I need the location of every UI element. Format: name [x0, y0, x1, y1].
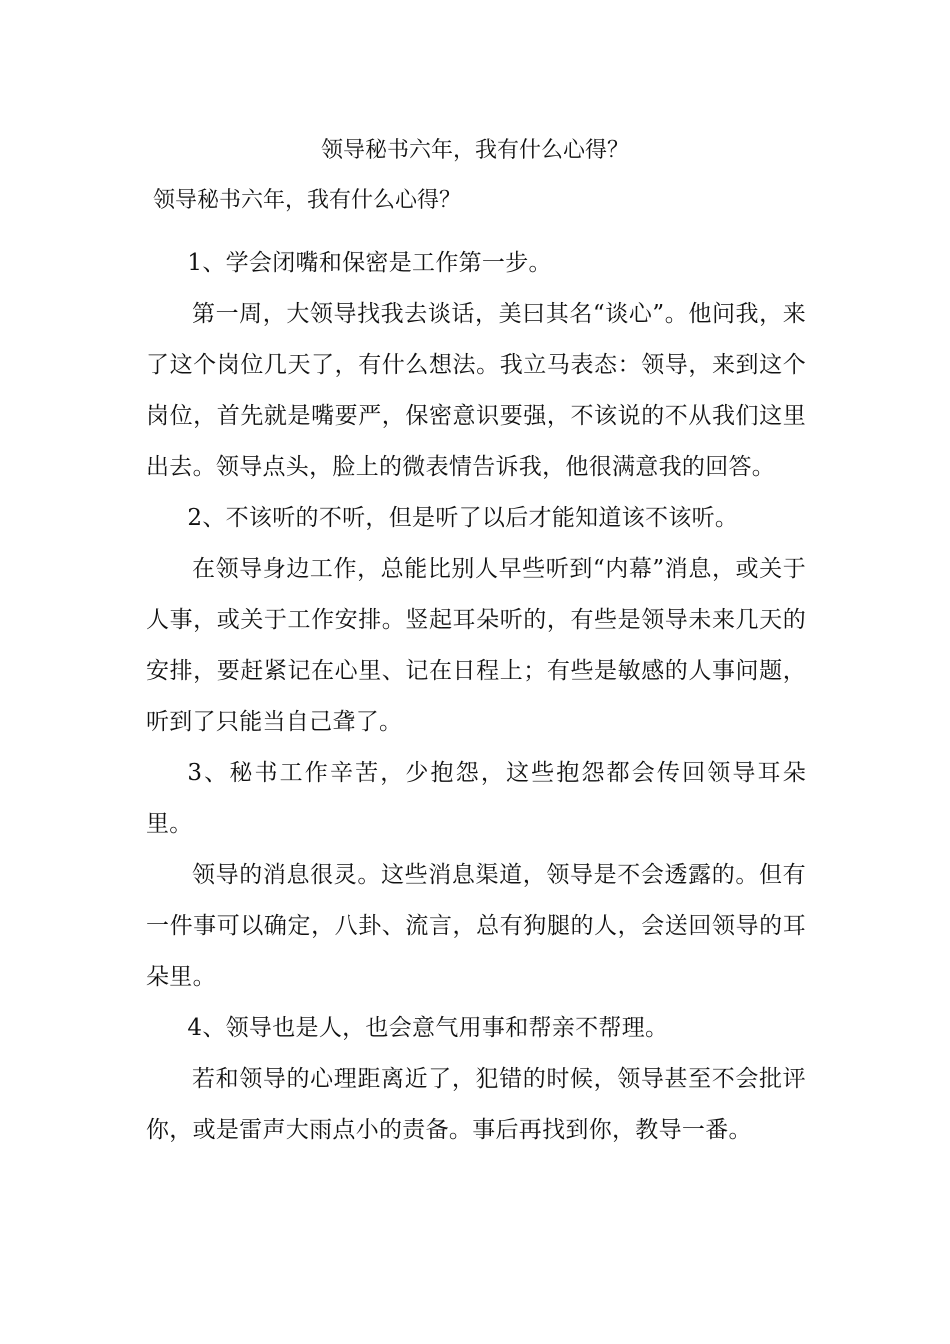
section-heading-1: 1、学会闭嘴和保密是工作第一步。: [187, 250, 552, 276]
document-body: [146, 238, 806, 1156]
section-paragraph-3: 领导的消息很灵。这些消息渠道，领导是不会透露的。但有一件事可以确定，八卦、流言，总有狗腿的人，会送回领导的耳朵里。: [146, 862, 806, 990]
section-heading-2: 2、不该听的不听，但是听了以后才能知道该不该听。: [187, 505, 739, 531]
section-heading-3: 3、秘书工作辛苦，少抱怨，这些抱怨都会传回领导耳朵里。: [146, 760, 806, 837]
page-subtitle: 领导秘书六年，我有什么心得？: [153, 188, 462, 213]
section-paragraph-4: 若和领导的心理距离近了，犯错的时候，领导甚至不会批评你，或是雷声大雨点小的责备。事后再找到你，教导一番。: [146, 1066, 806, 1143]
section-paragraph-2: 在领导身边工作，总能比别人早些听到“内幕”消息，或关于人事，或关于工作安排。竖起耳朵听的，有些是领导未来几天的安排，要赶紧记在心里、记在日程上；有些是敏感的人事问题，听到了只能当自己聋了。: [146, 556, 806, 735]
section-heading-4: 4、领导也是人，也会意气用事和帮亲不帮理。: [187, 1015, 669, 1041]
page-title: 领导秘书六年，我有什么心得？: [320, 138, 629, 163]
section-paragraph-1: 第一周，大领导找我去谈话，美曰其名“谈心”。他问我，来了这个岗位几天了，有什么想法。我立马表态：领导，来到这个岗位，首先就是嘴要严，保密意识要强，不该说的不从我们这里出去。领导点头，脸上的微表情告诉我，他很满意我的回答。: [146, 301, 806, 480]
